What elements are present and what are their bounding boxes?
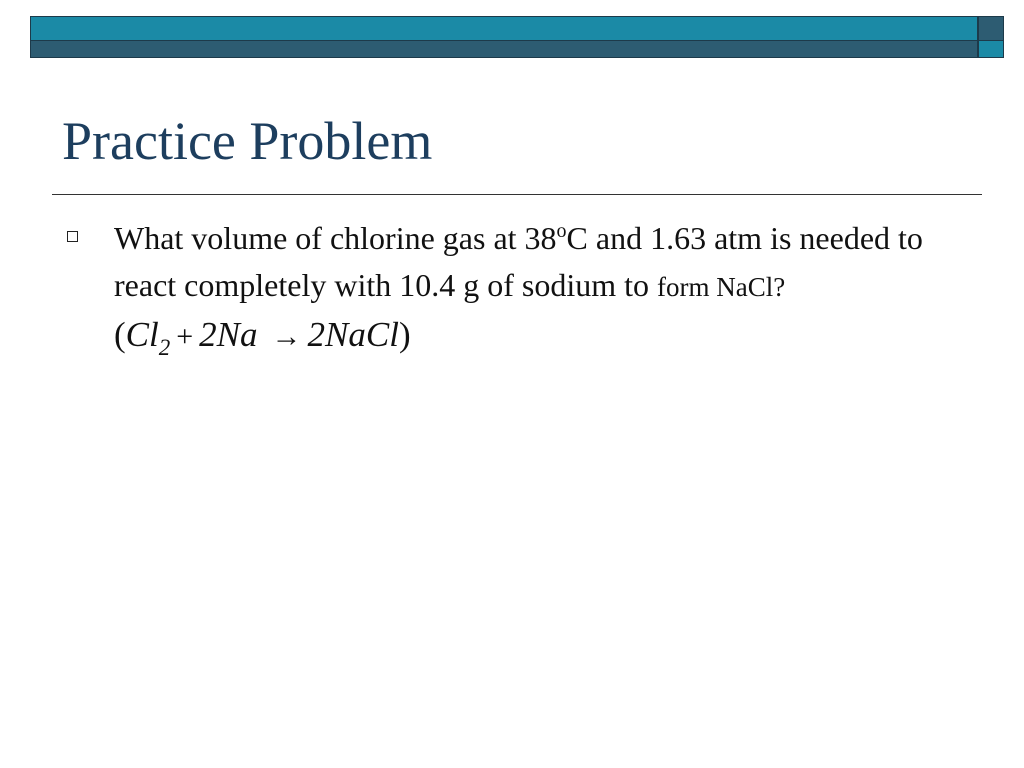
- header-corner-light-stripe: [979, 40, 1003, 57]
- equation-subscript: 2: [158, 335, 171, 360]
- header-band-dark-stripe: [31, 40, 977, 57]
- equation-reactant-cl: Cl: [125, 315, 159, 354]
- header-corner-box: [978, 16, 1004, 58]
- equation-product: 2NaCl: [307, 315, 399, 354]
- question-text-part3: form NaCl?: [657, 272, 786, 302]
- equation-plus: +: [176, 320, 194, 353]
- question-text-part2: C and 1.63 atm is needed to react completely with 10.4 g of sodium to: [114, 220, 923, 303]
- chemical-equation: [114, 315, 411, 360]
- degree-superscript: o: [556, 220, 567, 242]
- square-bullet-icon: [67, 231, 78, 242]
- title-divider: [52, 194, 982, 195]
- equation-open-paren: (: [114, 315, 126, 354]
- reaction-arrow-icon: →: [271, 320, 302, 353]
- bullet-text: [114, 215, 974, 360]
- question-text-part1: What volume of chlorine gas at 38: [114, 220, 557, 256]
- equation-close-paren: ): [398, 315, 411, 354]
- equation-reactant-na: 2Na: [199, 315, 258, 354]
- header-band: [30, 16, 978, 58]
- slide-title: Practice Problem: [62, 111, 433, 171]
